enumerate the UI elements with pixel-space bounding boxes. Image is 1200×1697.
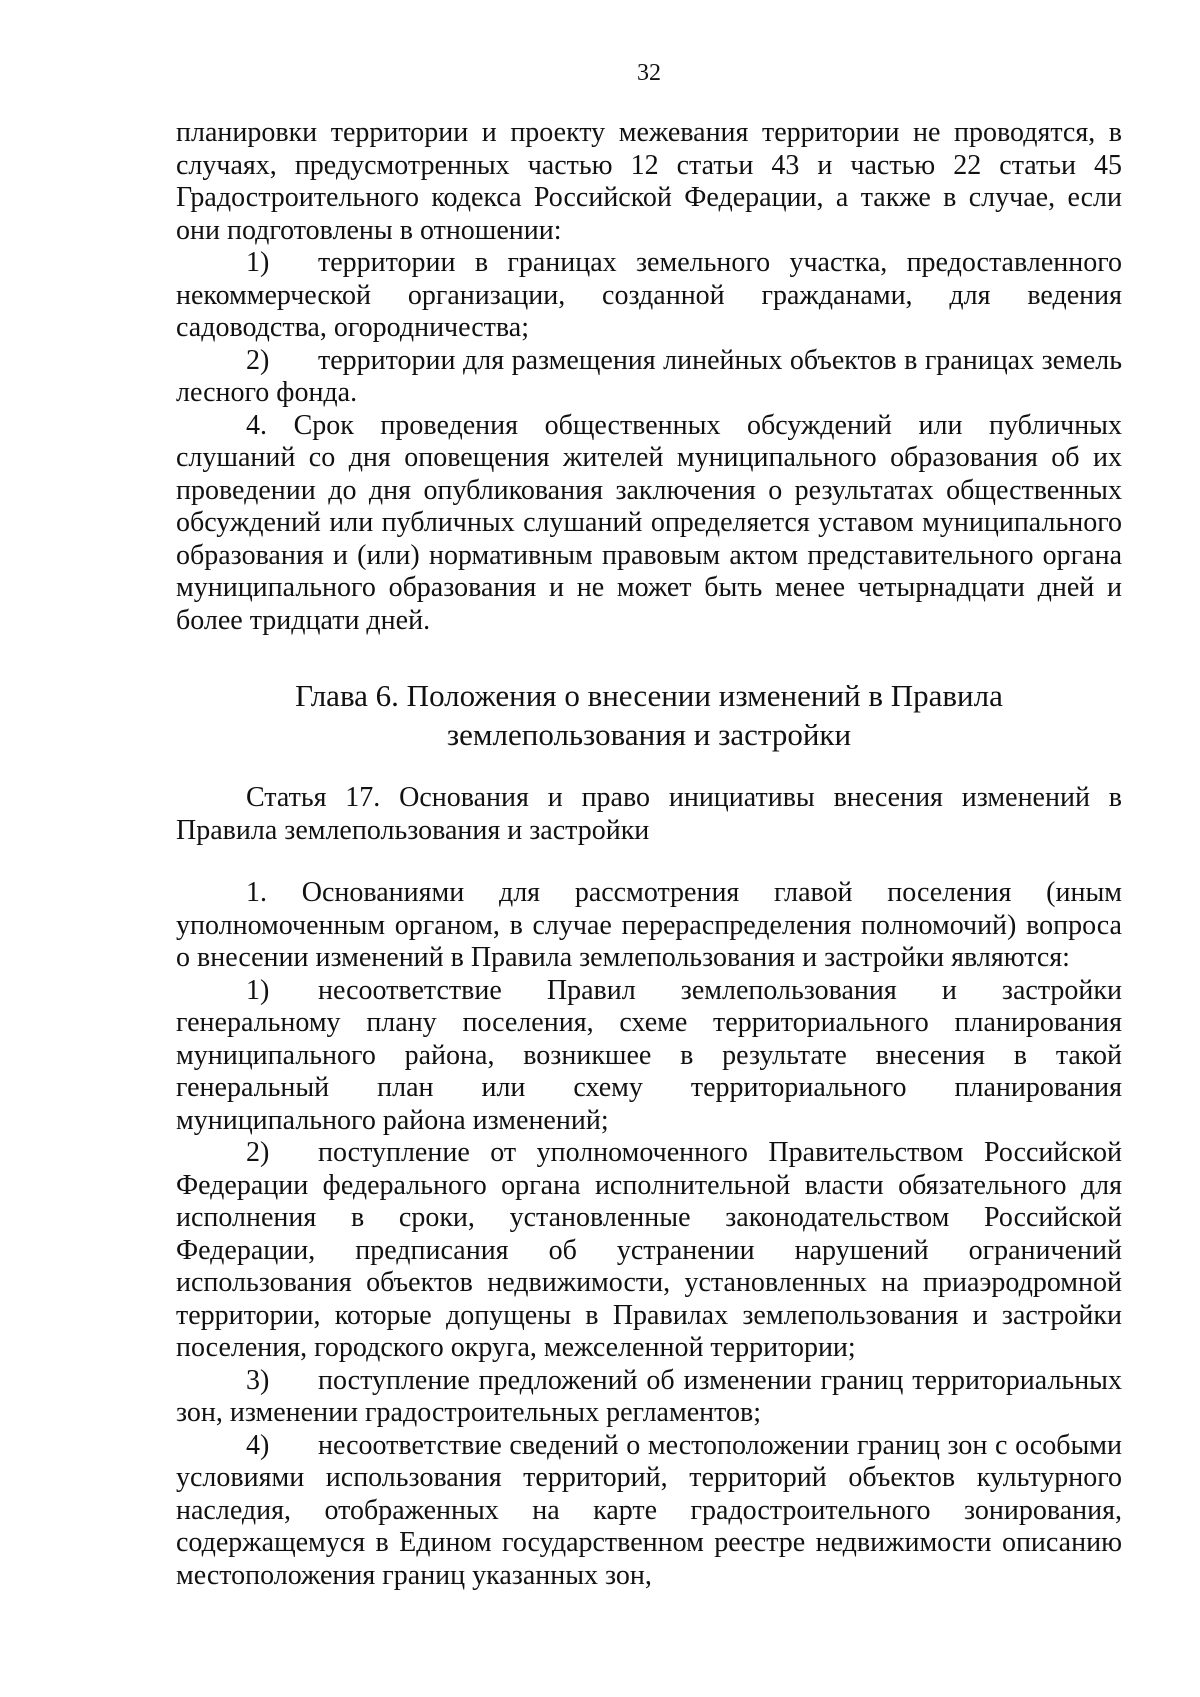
clause-1-paragraph: 1. Основаниями для рассмотрения главой поселения (иным уполномоченным органом, в случае перераспределения полномочий) вопроса о внесении изменений в Правила землепользования и застройки являются: <box>176 877 1122 973</box>
document-body <box>176 117 1122 1592</box>
list-marker: 1) <box>246 247 270 278</box>
chapter-title-line-1: Глава 6. Положения о внесении изменений в Правила <box>295 678 1003 713</box>
intro-item-1 <box>176 247 1122 345</box>
chapter-title-line-2: землепользования и застройки <box>446 717 852 752</box>
intro-paragraph: планировки территории и проекту межевания территории не проводятся, в случаях, предусмотренных частью 12 статьи 43 и частью 22 статьи 45 Градостроительного кодекса Российской Федерации, а также в случае, если они подготовлены в отношении: <box>176 117 1122 246</box>
chapter-title <box>176 676 1122 754</box>
list-marker: 3) <box>246 1364 270 1396</box>
article-title: Статья 17. Основания и право инициативы внесения изменений в Правила землепользования и застройки <box>176 782 1122 846</box>
intro-item-2 <box>176 345 1122 410</box>
list-marker: 1) <box>246 974 270 1006</box>
list-marker: 2) <box>246 1137 270 1168</box>
list-marker: 2) <box>246 344 270 376</box>
clause-1-item-2 <box>176 1137 1122 1365</box>
list-item-text: поступление от уполномоченного Правительством Российской Федерации федерального органа исполнительной власти обязательного для исполнения в сроки, установленные законодательством Российской Федерации, предписания об устранении нарушений ограничений использования объектов недвижимости, установленных на приаэродромной территории, которые допущены в Правилах землепользования и застройки поселения, городского округа, межселенной территории; <box>176 1137 1122 1363</box>
list-item-text: несоответствие сведений о местоположении границ зон с особыми условиями использования территорий, территорий объектов культурного наследия, отображенных на карте градостроительного зонирования, содержащемуся в Едином государственном реестре недвижимости описанию местоположения границ указанных зон, <box>176 1429 1122 1591</box>
list-item-text: территории для размещения линейных объектов в границах земель лесного фонда. <box>176 344 1122 408</box>
page-number: 32 <box>637 60 661 86</box>
list-item-text: несоответствие Правил землепользования и застройки генеральному плану поселения, схеме территориального планирования муниципального района, возникшее в результате внесения в такой генеральный план или схему территориального планирования муниципального района изменений; <box>176 974 1122 1136</box>
list-marker: 4) <box>246 1429 270 1461</box>
list-item-text: территории в границах земельного участка, предоставленного некоммерческой организации, созданной гражданами, для ведения садоводства, огородничества; <box>176 247 1122 343</box>
clause-1-item-4 <box>176 1430 1122 1593</box>
clause-4-paragraph: 4. Срок проведения общественных обсуждений или публичных слушаний со дня оповещения жителей муниципального образования об их проведении до дня опубликования заключения о результатах общественных обсуждений или публичных слушаний определяется уставом муниципального образования и (или) нормативным правовым актом представительного органа муниципального образования и не может быть менее четырнадцати дней и более тридцати дней. <box>176 409 1122 636</box>
clause-1-item-1 <box>176 975 1122 1138</box>
clause-1-item-3 <box>176 1365 1122 1430</box>
list-item-text: поступление предложений об изменении границ территориальных зон, изменении градостроительных регламентов; <box>176 1364 1122 1428</box>
